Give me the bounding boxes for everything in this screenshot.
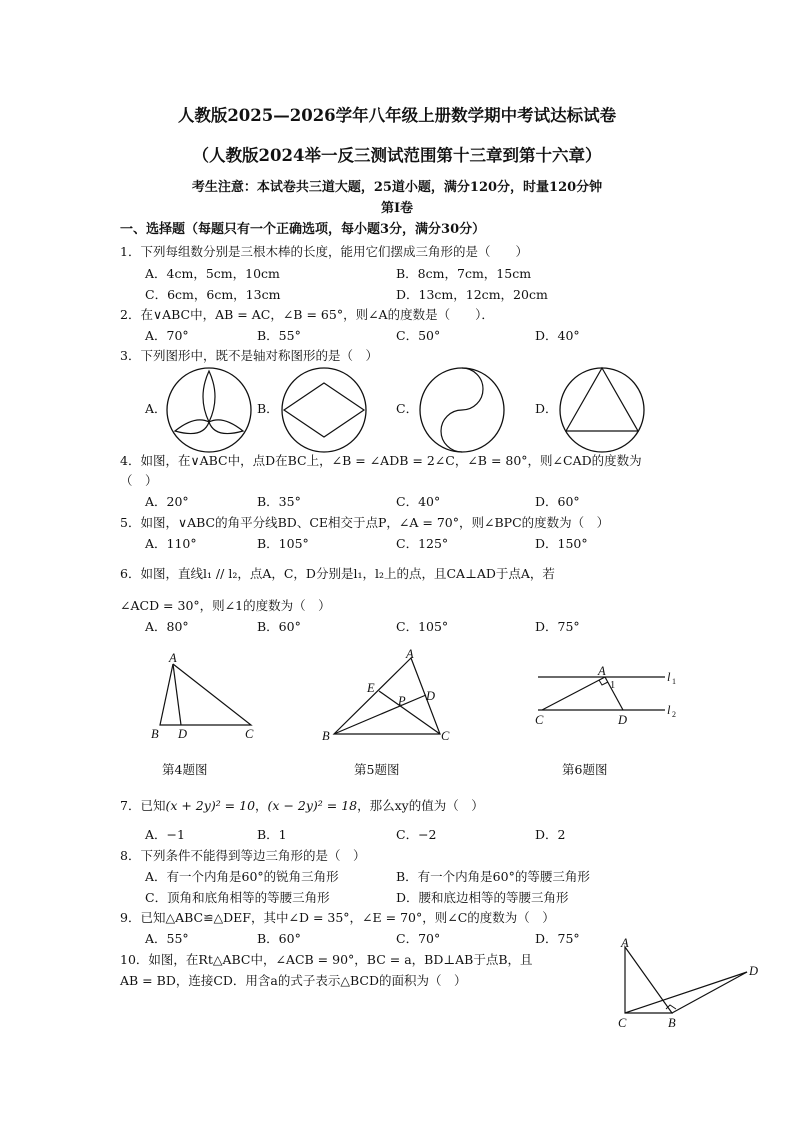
q10-label-c: C [618, 1016, 627, 1030]
q6-stem: 6．如图，直线l₁ // l₂，点A，C，D分别是l₁，l₂上的点，且CA⊥AD于点A，若 [120, 566, 555, 581]
q10-label-a: A [621, 936, 629, 950]
exam-notice: 考生注意：本试卷共三道大题，25道小题，满分120分，时量120分钟 [191, 180, 603, 195]
q5-label-d: D [426, 689, 436, 703]
q4-stem-cont: （ ） [120, 473, 158, 488]
q6-figure-caption: 第6题图 [562, 762, 608, 777]
q10-figure [612, 935, 772, 1035]
q9-option-b: B．60° [257, 931, 301, 946]
q5-option-b: B．105° [257, 536, 309, 551]
q6-option-d: D．75° [535, 619, 580, 634]
q4-figure [148, 650, 268, 745]
q7-stem-end: ，那么xy的值为（ ） [357, 798, 484, 813]
q3-option-b: B． [257, 401, 279, 416]
q4-option-c: C．40° [396, 494, 441, 509]
q10-label-d: D [749, 964, 759, 978]
q3-figure-c [418, 367, 508, 455]
q3-figure-a [165, 367, 255, 455]
q7-stem [120, 798, 484, 814]
q1-option-d: D．13cm，12cm，20cm [396, 287, 548, 302]
q8-option-a: A．有一个内角是60°的锐角三角形 [145, 869, 339, 884]
exam-title: 人教版2025—2026学年八年级上册数学期中考试达标试卷 [177, 106, 617, 125]
q7-option-b: B．1 [257, 827, 287, 842]
q10-stem-cont: AB = BD，连接CD．用含a的式子表示△BCD的面积为（ ） [120, 973, 467, 988]
q4-label-c: C [245, 727, 254, 741]
q8-option-c: C．顶角和底角相等的等腰三角形 [145, 890, 330, 905]
q4-option-a: A．20° [145, 494, 189, 509]
q9-option-c: C．70° [396, 931, 441, 946]
q4-option-d: D．60° [535, 494, 580, 509]
q5-stem: 5．如图，∨ABC的角平分线BD、CE相交于点P，∠A = 70°，则∠BPC的度数为（ ） [120, 515, 610, 530]
q9-stem: 9．已知△ABC≌△DEF，其中∠D = 35°，∠E = 70°，则∠C的度数为（ ） [120, 910, 555, 925]
q7-option-c: C．−2 [396, 827, 437, 842]
q5-option-d: D．150° [535, 536, 588, 551]
q2-option-b: B．55° [257, 328, 301, 343]
q6-label-a: A [598, 664, 606, 678]
q6-label-l1: l [667, 670, 671, 684]
q5-label-e: E [367, 681, 375, 695]
q8-option-d: D．腰和底边相等的等腰三角形 [396, 890, 569, 905]
q6-label-l2-sub: 2 [672, 710, 676, 719]
q3-option-c: C． [396, 401, 419, 416]
volume-label: 第Ⅰ卷 [380, 201, 414, 216]
q5-label-c: C [441, 729, 450, 743]
q4-label-d: D [178, 727, 188, 741]
q2-option-d: D．40° [535, 328, 580, 343]
q3-option-d: D． [535, 401, 558, 416]
q6-figure [530, 665, 690, 730]
q6-label-d: D [618, 713, 628, 727]
exam-subtitle: （人教版2024举一反三测试范围第十三章到第十六章） [192, 146, 602, 165]
q5-label-p: P [398, 694, 406, 708]
q4-stem: 4．如图，在∨ABC中，点D在BC上，∠B = ∠ADB = 2∠C，∠B = 80°，则∠CAD的度数为 [120, 453, 642, 468]
q6-label-c: C [535, 713, 544, 727]
q10-stem: 10．如图，在Rt△ABC中，∠ACB = 90°，BC = a，BD⊥AB于点B，且 [120, 952, 533, 967]
q2-option-a: A．70° [145, 328, 189, 343]
q4-label-a: A [169, 651, 177, 665]
q6-option-b: B．60° [257, 619, 301, 634]
q6-option-a: A．80° [145, 619, 189, 634]
q7-expr-1: (x + 2y)² = 10 [165, 798, 256, 813]
q5-figure [315, 648, 460, 748]
q3-stem: 3．下列图形中，既不是轴对称图形的是（ ） [120, 348, 378, 363]
q10-label-b: B [668, 1016, 676, 1030]
q6-label-l1-sub: 1 [672, 677, 676, 686]
q8-option-b: B．有一个内角是60°的等腰三角形 [396, 869, 590, 884]
q9-option-a: A．55° [145, 931, 189, 946]
q4-figure-caption: 第4题图 [162, 762, 208, 777]
q2-option-c: C．50° [396, 328, 441, 343]
section-title: 一、选择题（每题只有一个正确选项，每小题3分，满分30分） [120, 222, 486, 237]
q3-option-a: A． [145, 401, 167, 416]
q2-stem: 2．在∨ABC中，AB = AC，∠B = 65°，则∠A的度数是（ ）． [120, 307, 494, 322]
q7-option-a: A．−1 [145, 827, 185, 842]
q5-option-a: A．110° [145, 536, 197, 551]
q5-label-a: A [406, 647, 414, 661]
q6-label-1: 1 [610, 680, 616, 691]
q1-option-a: A．4cm，5cm，10cm [145, 266, 280, 281]
q4-label-b: B [151, 727, 159, 741]
q8-stem: 8．下列条件不能得到等边三角形的是（ ） [120, 848, 366, 863]
q1-option-b: B．8cm，7cm，15cm [396, 266, 532, 281]
q7-stem-start: 7．已知 [120, 798, 166, 813]
q5-option-c: C．125° [396, 536, 449, 551]
q1-option-c: C．6cm，6cm，13cm [145, 287, 281, 302]
q5-figure-caption: 第5题图 [354, 762, 400, 777]
q7-expr-2: (x − 2y)² = 18 [267, 798, 358, 813]
q7-separator: ， [255, 798, 268, 813]
q3-figure-b [280, 367, 370, 455]
q6-label-l2: l [667, 703, 671, 717]
q6-stem-cont: ∠ACD = 30°，则∠1的度数为（ ） [120, 598, 331, 613]
q4-option-b: B．35° [257, 494, 301, 509]
q3-figure-d [558, 367, 648, 455]
q6-option-c: C．105° [396, 619, 449, 634]
q7-option-d: D．2 [535, 827, 566, 842]
q9-option-d: D．75° [535, 931, 580, 946]
q5-label-b: B [322, 729, 330, 743]
q1-stem: 1．下列每组数分别是三根木棒的长度，能用它们摆成三角形的是（ ） [120, 244, 528, 259]
